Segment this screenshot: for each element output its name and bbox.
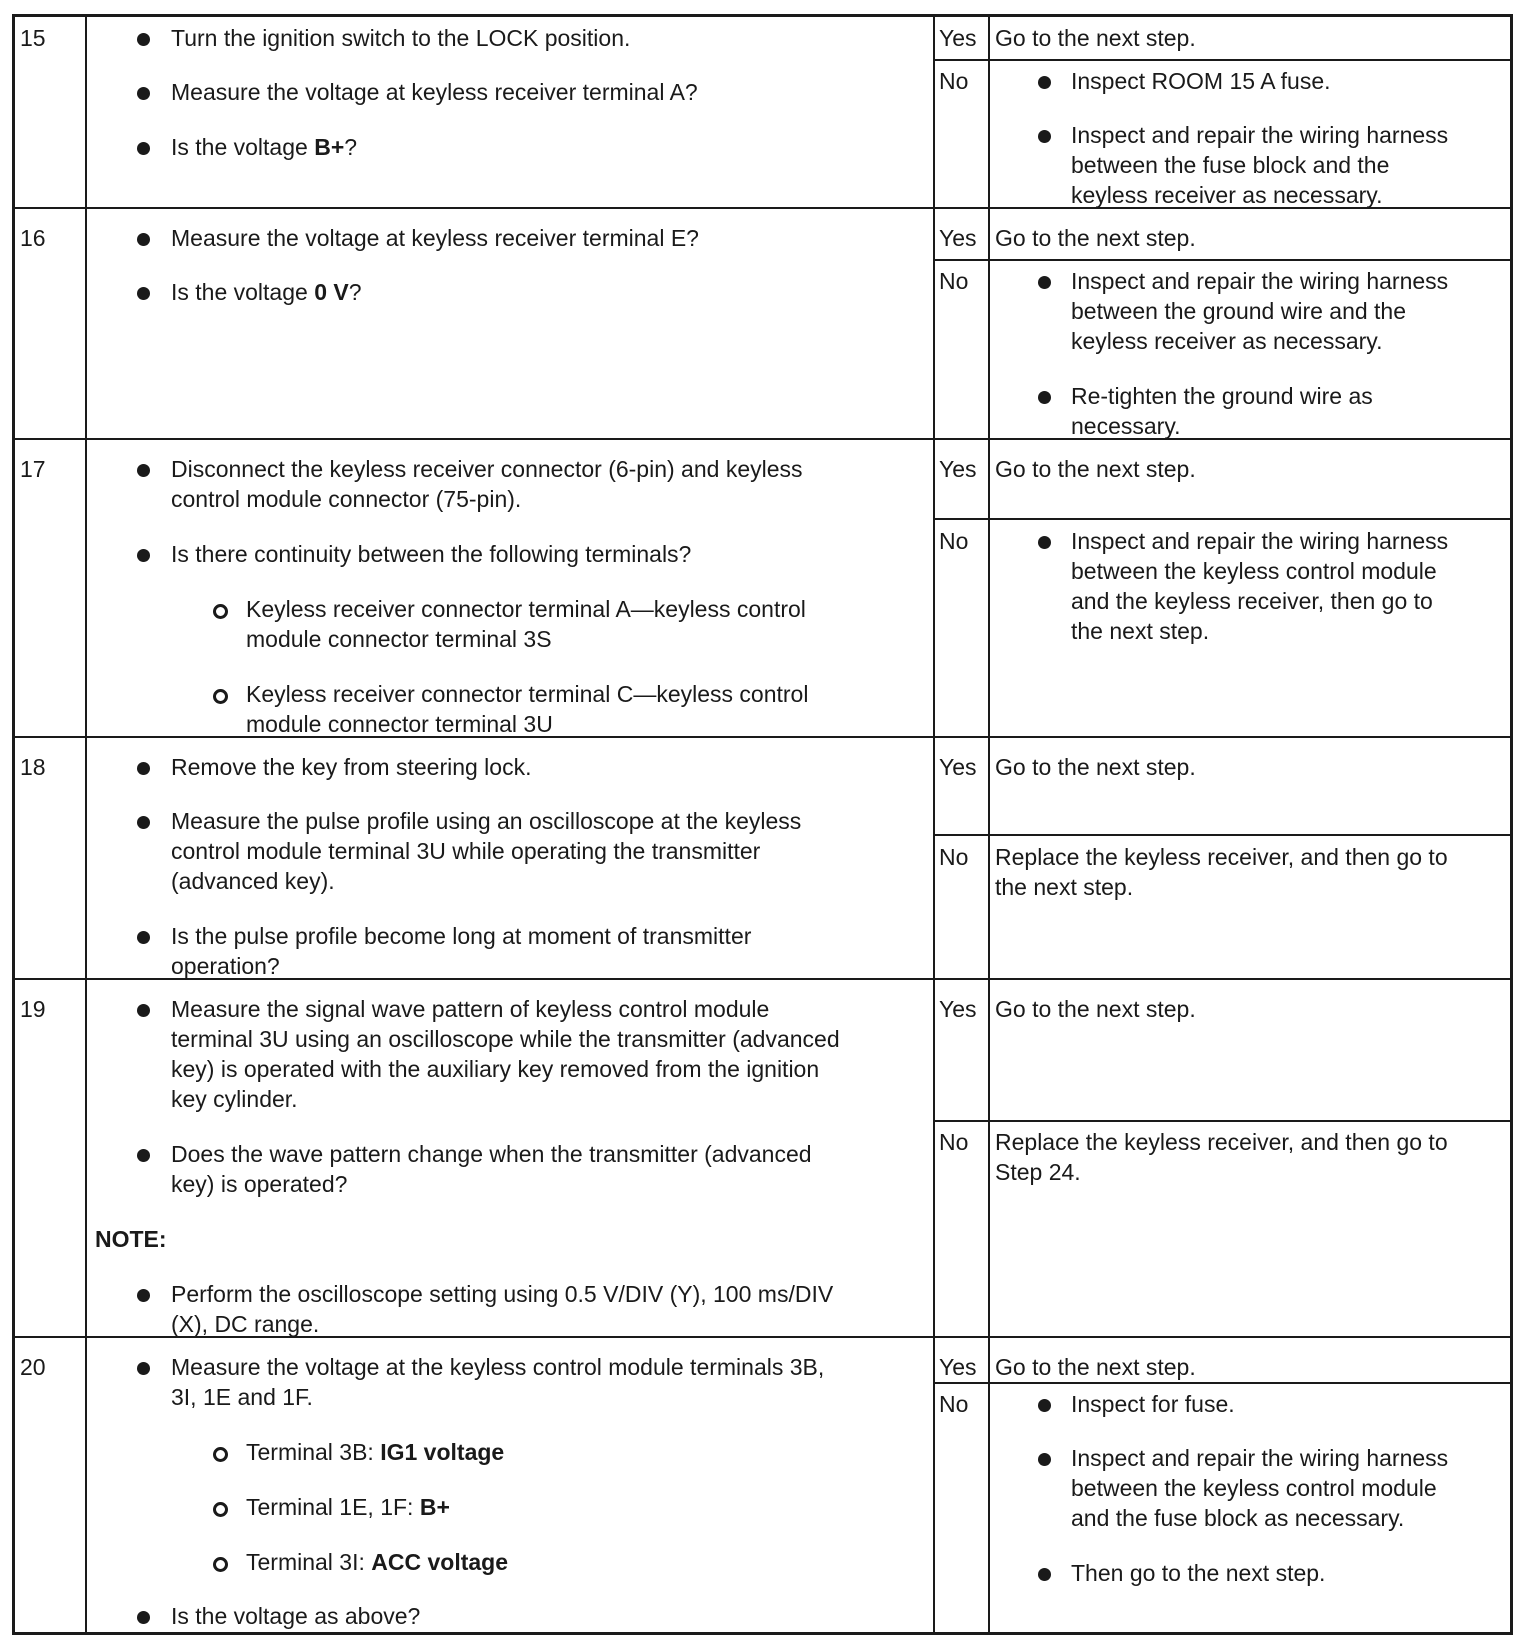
yes-no-divider <box>933 1382 1510 1384</box>
no-action: between the fuse block and the <box>1071 152 1390 178</box>
step-number: 15 <box>20 25 46 51</box>
check-item <box>171 277 362 307</box>
check-text: ? <box>344 134 358 160</box>
no-label: No <box>939 68 969 94</box>
row-divider <box>15 438 1510 440</box>
no-action: Replace the keyless receiver, and then go to <box>995 1129 1448 1155</box>
check-item: Is there continuity between the following terminals? <box>171 541 692 567</box>
row-divider <box>15 736 1510 738</box>
yes-no-divider <box>933 259 1510 261</box>
no-action: Inspect ROOM 15 A fuse. <box>1071 68 1331 94</box>
check-item: Measure the voltage at keyless receiver terminal A? <box>171 79 698 105</box>
check-value: 0 V <box>314 279 349 305</box>
bullet-icon <box>137 1611 150 1624</box>
no-action: and the keyless receiver, then go to <box>1071 588 1433 614</box>
check-item: Is the pulse profile become long at moment of transmitter <box>171 923 752 949</box>
check-item: key cylinder. <box>171 1086 298 1112</box>
check-item: key) is operated? <box>171 1171 348 1197</box>
check-item: 3I, 1E and 1F. <box>171 1384 313 1410</box>
bullet-icon <box>137 1362 150 1375</box>
bullet-icon <box>1038 1453 1051 1466</box>
yes-label: Yes <box>939 25 977 51</box>
check-item: Measure the voltage at the keyless control module terminals 3B, <box>171 1354 825 1380</box>
bullet-icon <box>137 33 150 46</box>
check-item: Measure the voltage at keyless receiver terminal E? <box>171 225 699 251</box>
bullet-icon <box>1038 1568 1051 1581</box>
column-divider <box>988 17 990 1632</box>
no-action: and the fuse block as necessary. <box>1071 1505 1405 1531</box>
no-action: Inspect and repair the wiring harness <box>1071 268 1449 294</box>
bullet-icon <box>137 1289 150 1302</box>
bullet-icon <box>137 464 150 477</box>
sub-bullet-icon <box>213 689 228 704</box>
check-subitem <box>246 1437 504 1467</box>
bullet-icon <box>1038 276 1051 289</box>
check-subitem: module connector terminal 3U <box>246 711 553 737</box>
bullet-icon <box>137 549 150 562</box>
yes-action: Go to the next step. <box>995 456 1196 482</box>
no-action: keyless receiver as necessary. <box>1071 182 1383 208</box>
check-item <box>171 132 357 162</box>
check-text: ? <box>348 279 362 305</box>
check-text: Is the voltage <box>171 134 315 160</box>
yes-label: Yes <box>939 225 977 251</box>
no-action: the next step. <box>995 874 1134 900</box>
no-action: the next step. <box>1071 618 1210 644</box>
no-action: Then go to the next step. <box>1071 1560 1326 1586</box>
step-number: 16 <box>20 225 46 251</box>
yes-no-divider <box>933 834 1510 836</box>
bullet-icon <box>1038 391 1051 404</box>
check-text: Terminal 3B: <box>246 1439 381 1465</box>
bullet-icon <box>137 1004 150 1017</box>
no-action: Re-tighten the ground wire as <box>1071 383 1373 409</box>
yes-action: Go to the next step. <box>995 754 1196 780</box>
check-subitem: Keyless receiver connector terminal A—keyless control <box>246 596 806 622</box>
no-action: keyless receiver as necessary. <box>1071 328 1383 354</box>
note-item: Perform the oscilloscope setting using 0.5 V/DIV (Y), 100 ms/DIV <box>171 1281 834 1307</box>
check-item: Turn the ignition switch to the LOCK position. <box>171 25 631 51</box>
check-item: key) is operated with the auxiliary key removed from the ignition <box>171 1056 820 1082</box>
step-number: 20 <box>20 1354 46 1380</box>
bullet-icon <box>137 142 150 155</box>
bullet-icon <box>137 87 150 100</box>
check-subitem: Keyless receiver connector terminal C—keyless control <box>246 681 809 707</box>
step-number: 17 <box>20 456 46 482</box>
bullet-icon <box>137 1149 150 1162</box>
note-label: NOTE: <box>95 1226 167 1252</box>
yes-label: Yes <box>939 456 977 482</box>
bullet-icon <box>137 816 150 829</box>
yes-label: Yes <box>939 754 977 780</box>
no-action: between the keyless control module <box>1071 558 1437 584</box>
check-item: Is the voltage as above? <box>171 1603 421 1629</box>
no-action: Inspect for fuse. <box>1071 1391 1235 1417</box>
bullet-icon <box>1038 1399 1051 1412</box>
yes-action: Go to the next step. <box>995 996 1196 1022</box>
sub-bullet-icon <box>213 1557 228 1572</box>
check-item: (advanced key). <box>171 868 335 894</box>
diagnostic-table <box>12 14 1513 1635</box>
yes-no-divider <box>933 1120 1510 1122</box>
bullet-icon <box>137 931 150 944</box>
check-value: IG1 voltage <box>380 1439 505 1465</box>
bullet-icon <box>137 233 150 246</box>
no-label: No <box>939 1129 969 1155</box>
sub-bullet-icon <box>213 1502 228 1517</box>
yes-action: Go to the next step. <box>995 25 1196 51</box>
no-action: Inspect and repair the wiring harness <box>1071 528 1449 554</box>
step-number: 19 <box>20 996 46 1022</box>
check-value: B+ <box>419 1494 450 1520</box>
sub-bullet-icon <box>213 604 228 619</box>
check-item: control module terminal 3U while operating the transmitter <box>171 838 761 864</box>
step-number: 18 <box>20 754 46 780</box>
bullet-icon <box>137 762 150 775</box>
no-label: No <box>939 1391 969 1417</box>
check-item: Does the wave pattern change when the transmitter (advanced <box>171 1141 812 1167</box>
no-label: No <box>939 844 969 870</box>
check-item: operation? <box>171 953 280 979</box>
no-action: Inspect and repair the wiring harness <box>1071 122 1449 148</box>
check-item: Remove the key from steering lock. <box>171 754 532 780</box>
yes-label: Yes <box>939 996 977 1022</box>
column-divider <box>933 17 935 1632</box>
check-text: Terminal 3I: <box>246 1549 372 1575</box>
check-subitem: module connector terminal 3S <box>246 626 552 652</box>
yes-label: Yes <box>939 1354 977 1380</box>
yes-action: Go to the next step. <box>995 225 1196 251</box>
no-label: No <box>939 268 969 294</box>
no-action: Inspect and repair the wiring harness <box>1071 1445 1449 1471</box>
check-subitem <box>246 1492 450 1522</box>
check-text: Terminal 1E, 1F: <box>246 1494 420 1520</box>
bullet-icon <box>1038 76 1051 89</box>
no-action: between the keyless control module <box>1071 1475 1437 1501</box>
bullet-icon <box>137 287 150 300</box>
check-subitem <box>246 1547 508 1577</box>
sub-bullet-icon <box>213 1447 228 1462</box>
check-item: Measure the pulse profile using an oscilloscope at the keyless <box>171 808 802 834</box>
yes-action: Go to the next step. <box>995 1354 1196 1380</box>
check-item: terminal 3U using an oscilloscope while the transmitter (advanced <box>171 1026 840 1052</box>
check-value: ACC voltage <box>371 1549 509 1575</box>
bullet-icon <box>1038 536 1051 549</box>
column-divider <box>85 17 87 1632</box>
no-action: Step 24. <box>995 1159 1081 1185</box>
check-item: control module connector (75-pin). <box>171 486 522 512</box>
check-text: Is the voltage <box>171 279 315 305</box>
check-value: B+ <box>314 134 345 160</box>
note-item: (X), DC range. <box>171 1311 320 1337</box>
check-item: Measure the signal wave pattern of keyless control module <box>171 996 770 1022</box>
check-item: Disconnect the keyless receiver connector (6-pin) and keyless <box>171 456 803 482</box>
no-action: necessary. <box>1071 413 1181 439</box>
no-action: Replace the keyless receiver, and then go to <box>995 844 1448 870</box>
no-label: No <box>939 528 969 554</box>
yes-no-divider <box>933 518 1510 520</box>
bullet-icon <box>1038 130 1051 143</box>
no-action: between the ground wire and the <box>1071 298 1407 324</box>
yes-no-divider <box>933 59 1510 61</box>
